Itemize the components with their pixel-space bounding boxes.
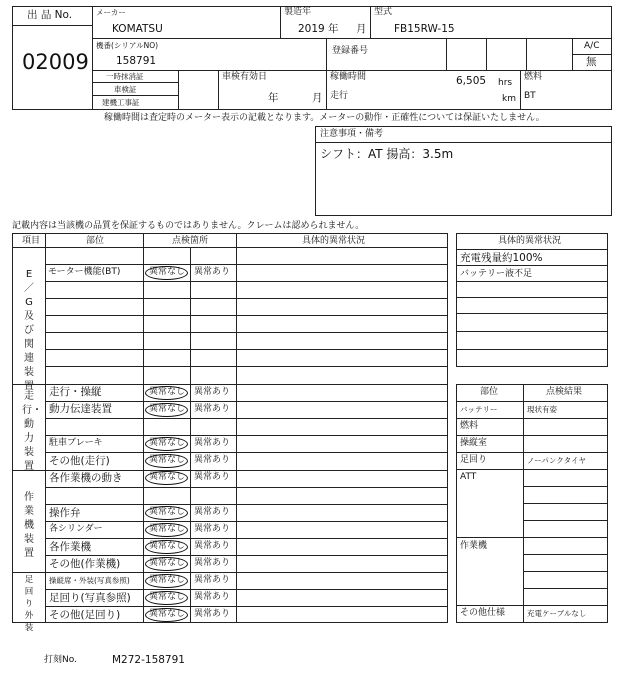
check-normal[interactable]: 異常なし	[149, 267, 186, 277]
check-abnormal[interactable]: 異常あり	[194, 609, 231, 619]
check-normal[interactable]: 異常なし	[149, 558, 186, 568]
result-col-part: 部位	[480, 387, 499, 397]
check-normal[interactable]: 異常なし	[149, 541, 186, 551]
inspection-year-unit: 年	[268, 92, 279, 104]
hours-unit: hrs	[498, 78, 513, 88]
right-detail-line-2: バッテリー液不足	[460, 269, 533, 279]
part-other-travel: その他(走行)	[49, 455, 110, 467]
check-abnormal[interactable]: 異常あり	[194, 472, 231, 482]
result-value-other-spec: 充電ケーブルなし	[527, 609, 587, 618]
col-check-header: 点検箇所	[172, 236, 209, 246]
year-value: 2019	[298, 23, 325, 35]
inspection-label: 車検有効日	[222, 72, 268, 82]
result-part-work-machine: 作業機	[460, 541, 488, 551]
part-cylinders: 各シリンダー	[49, 524, 103, 534]
result-value-battery: 現状有姿	[527, 405, 557, 414]
part-other-undercarriage: その他(足回り)	[49, 609, 121, 621]
check-normal[interactable]: 異常なし	[149, 455, 186, 465]
footer-label: 打刻No.	[44, 655, 77, 665]
check-abnormal[interactable]: 異常あり	[194, 524, 231, 534]
ac-label: A/C	[584, 41, 600, 51]
result-col-result: 点検結果	[546, 387, 583, 397]
check-normal[interactable]: 異常なし	[149, 507, 186, 517]
check-normal[interactable]: 異常なし	[149, 438, 186, 448]
part-travel-steering: 走行・操縦	[49, 386, 102, 398]
section-label-exterior: 足回り外装	[24, 575, 34, 633]
model-value: FB15RW-15	[394, 23, 455, 35]
year-unit: 年	[328, 23, 339, 35]
check-normal[interactable]: 異常なし	[149, 609, 186, 619]
remarks-box	[315, 126, 612, 216]
part-other-work: その他(作業機)	[49, 558, 121, 570]
stock-label: 出 品 No.	[27, 9, 73, 21]
month-unit: 月	[356, 23, 367, 35]
check-normal[interactable]: 異常なし	[149, 592, 186, 602]
machine-cert-label: 建機工事証	[102, 98, 140, 107]
result-part-fuel: 燃料	[460, 421, 479, 431]
section-label-engine: E／G及び関連装置	[24, 269, 34, 392]
remarks-text: シフト：AT 揚高：3.5m	[320, 147, 454, 161]
check-normal[interactable]: 異常なし	[149, 472, 186, 482]
maker-value: KOMATSU	[112, 23, 163, 35]
check-abnormal[interactable]: 異常あり	[194, 558, 231, 568]
maker-label: メーカー	[96, 8, 126, 17]
check-abnormal[interactable]: 異常あり	[194, 438, 231, 448]
col-part-header: 部位	[86, 236, 105, 246]
temp-cert-label: 一時抹消証	[106, 72, 144, 81]
section-label-drive: 走行・動力装置	[22, 391, 42, 472]
check-abnormal[interactable]: 異常あり	[194, 404, 231, 414]
part-power-transmission: 動力伝達装置	[49, 403, 112, 415]
part-cab-exterior: 操縦席・外装(写真参照)	[49, 576, 130, 585]
check-abnormal[interactable]: 異常あり	[194, 267, 231, 277]
check-normal[interactable]: 異常なし	[149, 524, 186, 534]
col-item-header: 項目	[22, 236, 41, 246]
check-abnormal[interactable]: 異常あり	[194, 575, 231, 585]
result-value-undercarriage: ノーパンクタイヤ	[527, 456, 586, 465]
year-label: 製造年	[284, 7, 312, 17]
result-part-battery: バッテリー	[460, 405, 498, 414]
part-undercarriage: 足回り(写真参照)	[49, 592, 131, 604]
serial-label: 機番(シリアルNO)	[96, 41, 159, 50]
part-work-movement: 各作業機の動き	[49, 472, 123, 484]
check-normal[interactable]: 異常なし	[149, 387, 186, 397]
disclaimer: 記載内容は当該機の品質を保証するものではありません。クレームは認められません。	[12, 221, 365, 231]
fuel-label: 燃料	[524, 72, 543, 82]
model-label: 型式	[374, 7, 393, 17]
footer-value: M272-158791	[112, 654, 185, 666]
part-motor-function: モーター機能(BT)	[48, 267, 121, 277]
vehicle-cert-label: 車検証	[114, 85, 137, 94]
right-detail-line-1: 充電残量約100%	[460, 252, 543, 264]
result-part-undercarriage: 足回り	[460, 455, 488, 465]
hours-notice: 稼働時間は査定時のメーター表示の記載となります。メーターの動作・正確性については保証いたしません。	[104, 113, 545, 123]
part-work-machine: 各作業機	[49, 541, 91, 553]
section-label-work: 作業機装置	[24, 492, 34, 559]
travel-label: 走行	[330, 91, 349, 101]
inspection-month-unit: 月	[312, 92, 323, 104]
right-detail-title: 具体的異常状況	[498, 236, 562, 246]
check-normal[interactable]: 異常なし	[149, 575, 186, 585]
remarks-title: 注意事項・備考	[320, 129, 384, 139]
part-control-valve: 操作弁	[49, 507, 81, 519]
hours-value: 6,505	[456, 75, 487, 87]
ac-value: 無	[586, 56, 597, 68]
col-detail-header: 具体的異常状況	[302, 236, 366, 246]
check-abnormal[interactable]: 異常あり	[194, 507, 231, 517]
result-part-cab: 操縦室	[460, 438, 488, 448]
result-part-att: ATT	[460, 472, 477, 482]
reg-label: 登録番号	[332, 46, 369, 56]
check-abnormal[interactable]: 異常あり	[194, 592, 231, 602]
travel-unit: km	[502, 94, 516, 104]
check-abnormal[interactable]: 異常あり	[194, 387, 231, 397]
part-parking-brake: 駐車ブレーキ	[49, 438, 103, 448]
hours-label: 稼働時間	[330, 72, 367, 82]
stock-number: 02009	[22, 50, 89, 74]
serial-value: 158791	[116, 55, 157, 67]
check-abnormal[interactable]: 異常あり	[194, 455, 231, 465]
fuel-value: BT	[524, 91, 536, 101]
result-part-other-spec: その他仕様	[460, 608, 506, 618]
check-abnormal[interactable]: 異常あり	[194, 541, 231, 551]
check-normal[interactable]: 異常なし	[149, 404, 186, 414]
